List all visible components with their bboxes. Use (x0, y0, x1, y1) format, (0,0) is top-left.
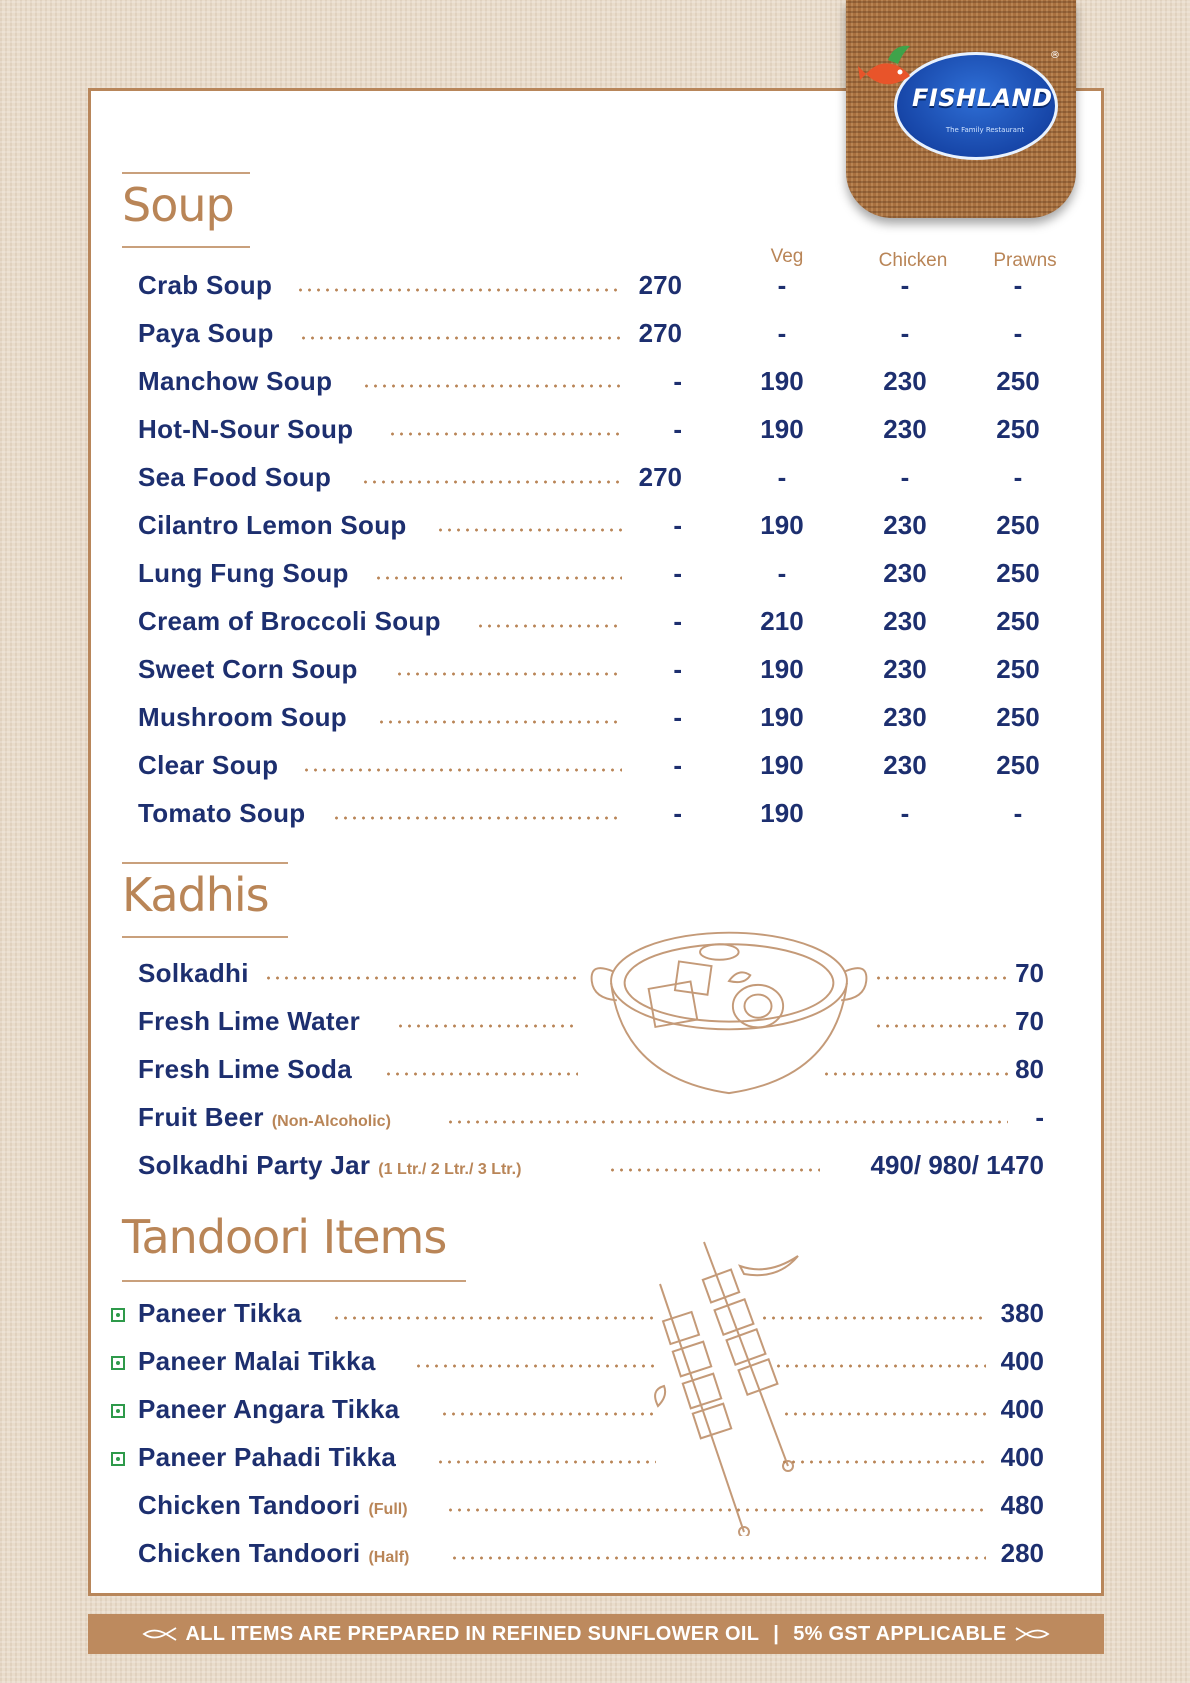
soup-chicken-price: 230 (883, 606, 927, 636)
soup-item-name: Clear Soup (138, 750, 279, 780)
dotted-leader (396, 1024, 578, 1028)
kadhi-row (0, 1054, 1190, 1094)
kadhi-price: 70 (1015, 958, 1044, 988)
soup-chicken-price: 230 (883, 702, 927, 732)
soup-item-name: Mushroom Soup (138, 702, 347, 732)
soup-row (0, 414, 1190, 454)
soup-item-name: Crab Soup (138, 270, 273, 300)
brand-registered-mark: ® (1050, 50, 1060, 61)
soup-row (0, 702, 1190, 742)
tandoori-item-label: Paneer Tikka (138, 1298, 302, 1328)
soup-chicken-price: - (900, 270, 910, 300)
kadhi-item-label: Solkadhi Party Jar (138, 1150, 371, 1180)
veg-mark-icon (111, 1452, 125, 1466)
dotted-leader (374, 576, 622, 580)
tandoori-item-name (138, 1346, 376, 1377)
footer-banner (88, 1614, 1104, 1654)
tandoori-row (0, 1538, 1190, 1578)
soup-item-name: Paya Soup (138, 318, 274, 348)
soup-chicken-price: 230 (883, 414, 927, 444)
soup-prawns-price: - (1013, 798, 1023, 828)
soup-chicken-price: 230 (883, 510, 927, 540)
soup-veg-price: - (777, 558, 787, 588)
col-head-veg: Veg (770, 246, 804, 267)
veg-mark-icon (111, 1308, 125, 1322)
kadhi-item-note: (1 Ltr./ 2 Ltr./ 3 Ltr.) (378, 1161, 522, 1178)
dotted-leader (332, 816, 622, 820)
soup-veg-price: 190 (760, 414, 804, 444)
veg-mark-icon (111, 1404, 125, 1418)
soup-prawns-price: 250 (996, 558, 1040, 588)
kadhi-row (0, 1150, 1190, 1190)
veg-mark-icon (111, 1356, 125, 1370)
tandoori-section-title: Tandoori Items (122, 1210, 447, 1264)
soup-veg-price: 190 (760, 702, 804, 732)
soup-base-price: - (673, 702, 682, 732)
kadhi-item-name (138, 1150, 521, 1181)
kadhi-item-name (138, 1102, 391, 1133)
soup-title-bottom-rule (122, 246, 250, 248)
soup-prawns-price: 250 (996, 702, 1040, 732)
kadhi-item-label: Fresh Lime Water (138, 1006, 361, 1036)
tandoori-item-note: (Full) (368, 1501, 408, 1518)
brand-tagline: The Family Restaurant (945, 126, 1025, 134)
dotted-leader (440, 1412, 656, 1416)
soup-base-price: 270 (638, 462, 682, 492)
kadhi-price: 80 (1015, 1054, 1044, 1084)
soup-row (0, 270, 1190, 310)
soup-row (0, 462, 1190, 502)
tandoori-item-note: (Half) (368, 1549, 410, 1566)
soup-base-price: 270 (638, 318, 682, 348)
soup-prawns-price: 250 (996, 414, 1040, 444)
col-head-prawns: Prawns (993, 250, 1057, 271)
tandoori-item-name (138, 1442, 396, 1473)
tandoori-price: 380 (1000, 1298, 1044, 1328)
footer-oil-note: ALL ITEMS ARE PREPARED IN REFINED SUNFLOWER OIL (185, 1622, 760, 1645)
soup-prawns-price: - (1013, 318, 1023, 348)
tandoori-price: 280 (1000, 1538, 1044, 1568)
kadhi-item-name (138, 958, 249, 989)
kadhi-price: 490/ 980/ 1470 (870, 1150, 1044, 1180)
kadhis-title-top-rule (122, 862, 288, 864)
tandoori-row (0, 1490, 1190, 1530)
soup-base-price: - (673, 750, 682, 780)
kadhi-item-name (138, 1006, 360, 1037)
soup-prawns-price: 250 (996, 606, 1040, 636)
tandoori-item-label: Chicken Tandoori (138, 1490, 361, 1520)
tandoori-item-label: Paneer Malai Tikka (138, 1346, 376, 1376)
fish-outline-icon (1014, 1627, 1050, 1641)
soup-chicken-price: - (900, 462, 910, 492)
dotted-leader (361, 480, 622, 484)
dotted-leader (446, 1508, 986, 1512)
kadhi-price: - (1035, 1102, 1044, 1132)
soup-chicken-price: 230 (883, 654, 927, 684)
kadhi-row (0, 1102, 1190, 1142)
footer-gst-note: 5% GST APPLICABLE (793, 1622, 1007, 1645)
tandoori-row (0, 1298, 1190, 1338)
fish-outline-icon (142, 1627, 178, 1641)
dotted-leader (362, 384, 622, 388)
soup-prawns-price: 250 (996, 654, 1040, 684)
tandoori-item-label: Chicken Tandoori (138, 1538, 361, 1568)
kadhi-item-note: (Non-Alcoholic) (271, 1113, 391, 1130)
soup-base-price: - (673, 510, 682, 540)
soup-section-title: Soup (122, 178, 234, 232)
soup-veg-price: 190 (760, 798, 804, 828)
dotted-leader (388, 432, 622, 436)
tandoori-item-name (138, 1394, 400, 1425)
soup-item-name: Sweet Corn Soup (138, 654, 358, 684)
tandoori-row (0, 1346, 1190, 1386)
tandoori-item-label: Paneer Pahadi Tikka (138, 1442, 397, 1472)
kadhi-item-label: Fresh Lime Soda (138, 1054, 352, 1084)
soup-row (0, 558, 1190, 598)
tandoori-item-name (138, 1298, 302, 1329)
tandoori-item-label: Paneer Angara Tikka (138, 1394, 400, 1424)
soup-base-price: - (673, 654, 682, 684)
soup-base-price: - (673, 798, 682, 828)
kadhis-section-title: Kadhis (122, 868, 269, 922)
kadhi-item-label: Fruit Beer (138, 1102, 264, 1132)
dotted-leader (436, 528, 622, 532)
dotted-leader (395, 672, 622, 676)
tandoori-price: 400 (1000, 1442, 1044, 1472)
tandoori-item-name (138, 1490, 408, 1521)
soup-item-name: Hot-N-Sour Soup (138, 414, 354, 444)
soup-chicken-price: 230 (883, 558, 927, 588)
soup-item-name: Tomato Soup (138, 798, 306, 828)
soup-base-price: - (673, 366, 682, 396)
soup-prawns-price: 250 (996, 750, 1040, 780)
footer-divider: | (773, 1622, 780, 1645)
tandoori-row (0, 1394, 1190, 1434)
tandoori-price: 400 (1000, 1394, 1044, 1424)
soup-row (0, 798, 1190, 838)
soup-veg-price: 190 (760, 654, 804, 684)
dotted-leader (332, 1316, 656, 1320)
soup-veg-price: - (777, 270, 787, 300)
soup-base-price: - (673, 414, 682, 444)
soup-item-name: Cilantro Lemon Soup (138, 510, 407, 540)
kadhi-price: 70 (1015, 1006, 1044, 1036)
kadhi-row (0, 958, 1190, 998)
soup-prawns-price: 250 (996, 366, 1040, 396)
soup-veg-price: - (777, 318, 787, 348)
soup-prawns-price: - (1013, 270, 1023, 300)
soup-base-price: - (673, 558, 682, 588)
soup-row (0, 318, 1190, 358)
kadhi-row (0, 1006, 1190, 1046)
soup-veg-price: - (777, 462, 787, 492)
soup-row (0, 750, 1190, 790)
tandoori-row (0, 1442, 1190, 1482)
brand-name: FISHLAND (912, 84, 1053, 112)
dotted-leader (414, 1364, 656, 1368)
soup-row (0, 366, 1190, 406)
soup-row (0, 654, 1190, 694)
dotted-leader (436, 1460, 656, 1464)
soup-item-name: Manchow Soup (138, 366, 333, 396)
soup-chicken-price: 230 (883, 366, 927, 396)
soup-row (0, 606, 1190, 646)
soup-base-price: - (673, 606, 682, 636)
soup-veg-price: 190 (760, 366, 804, 396)
soup-veg-price: 190 (760, 750, 804, 780)
soup-row (0, 510, 1190, 550)
soup-chicken-price: 230 (883, 750, 927, 780)
kadhis-title-bottom-rule (122, 936, 288, 938)
dotted-leader (450, 1556, 986, 1560)
soup-item-name: Sea Food Soup (138, 462, 332, 492)
soup-title-top-rule (122, 172, 250, 174)
soup-item-name: Lung Fung Soup (138, 558, 349, 588)
soup-prawns-price: 250 (996, 510, 1040, 540)
dotted-leader (264, 976, 578, 980)
kadhi-item-label: Solkadhi (138, 958, 249, 988)
dotted-leader (377, 720, 622, 724)
soup-veg-price: 210 (760, 606, 804, 636)
dotted-leader (302, 768, 622, 772)
tandoori-item-name (138, 1538, 409, 1569)
soup-chicken-price: - (900, 318, 910, 348)
soup-veg-price: 190 (760, 510, 804, 540)
soup-prawns-price: - (1013, 462, 1023, 492)
dotted-leader (296, 288, 622, 292)
tandoori-price: 400 (1000, 1346, 1044, 1376)
soup-base-price: 270 (638, 270, 682, 300)
col-head-chicken: Chicken (878, 250, 948, 271)
dotted-leader (299, 336, 622, 340)
dotted-leader (384, 1072, 578, 1076)
tandoori-title-bottom-rule (122, 1280, 466, 1282)
soup-chicken-price: - (900, 798, 910, 828)
soup-item-name: Cream of Broccoli Soup (138, 606, 441, 636)
tandoori-price: 480 (1000, 1490, 1044, 1520)
kadhi-item-name (138, 1054, 352, 1085)
